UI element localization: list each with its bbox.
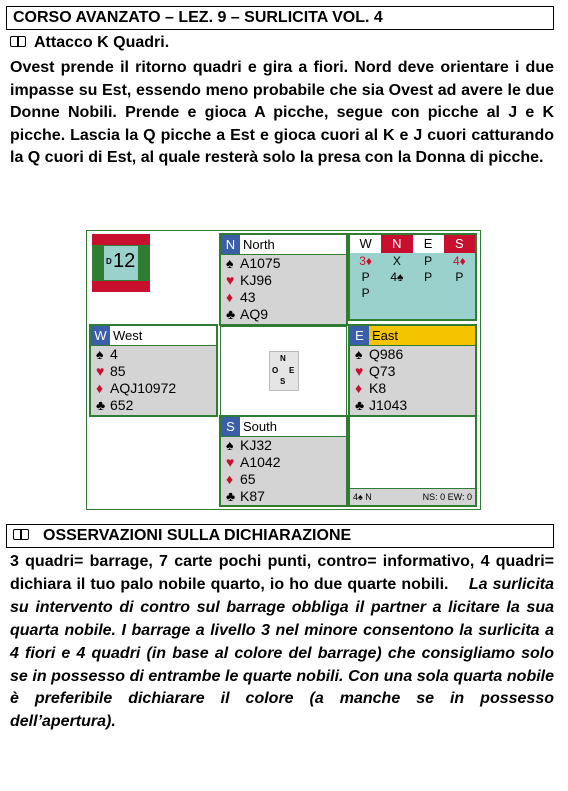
diamond-icon: ♦ [96, 380, 104, 396]
east-diamonds: K8 [369, 380, 387, 396]
bid [381, 285, 412, 301]
west-hand [89, 324, 218, 417]
east-hand [348, 324, 477, 417]
south-spades: KJ32 [240, 437, 272, 453]
south-tag: S [221, 417, 240, 436]
lesson-title: CORSO AVANZATO – LEZ. 9 – SURLICITA VOL. 4 [6, 6, 554, 30]
result-bar [350, 488, 475, 505]
observations-title: OSSERVAZIONI SULLA DICHIARAZIONE [43, 527, 352, 544]
heart-icon: ♥ [226, 272, 235, 288]
board-number-area [87, 231, 219, 329]
table-center [220, 326, 347, 416]
west-tag: W [91, 326, 110, 345]
north-tag: N [221, 235, 240, 254]
south-hearts: A1042 [240, 454, 281, 470]
spade-icon: ♠ [226, 255, 234, 271]
lead-label: Attacco K Quadri. [34, 34, 170, 51]
club-icon: ♣ [226, 306, 236, 322]
diamond-icon: ♦ [226, 471, 234, 487]
bid: P [424, 254, 433, 268]
observations-header [6, 524, 554, 548]
club-icon: ♣ [226, 488, 236, 504]
bid: 4♠ [390, 270, 404, 284]
auction-header-s: S [444, 235, 475, 253]
bid: P [361, 286, 370, 300]
west-hearts: 85 [110, 363, 126, 379]
notes-plain: 3 quadri= barrage, 7 carte pochi punti, contro= informativo, 4 quadri= dichiara il tuo palo nobile quarto, io ho due quarte nobili. [10, 553, 554, 593]
club-icon: ♣ [355, 397, 365, 413]
auction-header-e: E [413, 235, 444, 253]
south-diamonds: 65 [240, 471, 256, 487]
main-text: Ovest prende il ritorno quadri e gira a fiori. Nord deve orientare i due impasse su Est, essendo meno probabile che sia Ovest ad avere le due Donne Nobili. Prende e gioca A picche, segue con picche al J e K picche. Lascia la Q picche a Est e gioca cuori al K e J cuori catturando la Q cuori di Est, al quale resterà solo la presa con la Donna di picche. [10, 59, 554, 166]
south-hand [219, 415, 348, 507]
spade-icon: ♠ [226, 437, 234, 453]
heart-icon: ♥ [355, 363, 364, 379]
west-spades: 4 [110, 346, 118, 362]
east-clubs: J1043 [369, 397, 408, 413]
observations-text [10, 551, 554, 734]
club-icon: ♣ [96, 397, 106, 413]
north-hand [219, 233, 348, 326]
compass-west: O [272, 366, 279, 375]
notes-italic: La surlicita su intervento di contro sul barrage obbliga il partner a licitare la sua quarta nobile. I barrage a livello 3 nel minore consentono la surlicita a 4 fiori e 4 quadri (in base al colore del barrage) che consigliamo solo se in possesso di entrambe le quarte nobili. Con una sola quarta nobile è preferibile dichiarare il colore (a manche se in possesso dell’apertura). [10, 575, 554, 731]
dealer-label: D [106, 257, 112, 266]
east-spades: Q986 [369, 346, 404, 362]
board-number-box [103, 245, 139, 281]
bid: P [455, 270, 464, 284]
south-clubs: K87 [240, 488, 265, 504]
bid: 3♦ [359, 254, 373, 268]
west-name: West [113, 328, 143, 343]
compass [269, 351, 299, 391]
compass-south: S [280, 377, 286, 386]
bridge-board [86, 230, 481, 510]
auction-header-n: N [381, 235, 412, 253]
lead-line [10, 32, 554, 55]
bid: P [424, 270, 433, 284]
result-box [348, 415, 477, 507]
north-clubs: AQ9 [240, 306, 269, 322]
bid: P [361, 270, 370, 284]
east-tag: E [350, 326, 369, 345]
north-spades: A1075 [240, 255, 281, 271]
board-number: 12 [113, 250, 136, 272]
east-name: East [372, 328, 399, 343]
auction-table [348, 233, 477, 321]
bid [444, 285, 475, 301]
spade-icon: ♠ [355, 346, 363, 362]
west-diamonds: AQJ10972 [110, 380, 177, 396]
spade-icon: ♠ [96, 346, 104, 362]
diamond-icon: ♦ [226, 289, 234, 305]
north-hearts: KJ96 [240, 272, 272, 288]
heart-icon: ♥ [226, 454, 235, 470]
bid [413, 285, 444, 301]
north-name: North [243, 237, 275, 252]
east-hearts: Q73 [369, 363, 396, 379]
book-icon [13, 529, 31, 541]
score: NS: 0 EW: 0 [422, 492, 472, 502]
book-icon [10, 36, 28, 48]
compass-east: E [289, 366, 295, 375]
bid: X [392, 254, 401, 268]
west-clubs: 652 [110, 397, 134, 413]
diamond-icon: ♦ [355, 380, 363, 396]
bid: 4♦ [452, 254, 466, 268]
auction-header-w: W [350, 235, 381, 253]
heart-icon: ♥ [96, 363, 105, 379]
compass-north: N [280, 354, 286, 363]
north-diamonds: 43 [240, 289, 256, 305]
contract: 4♠ N [353, 492, 372, 502]
south-name: South [243, 419, 277, 434]
